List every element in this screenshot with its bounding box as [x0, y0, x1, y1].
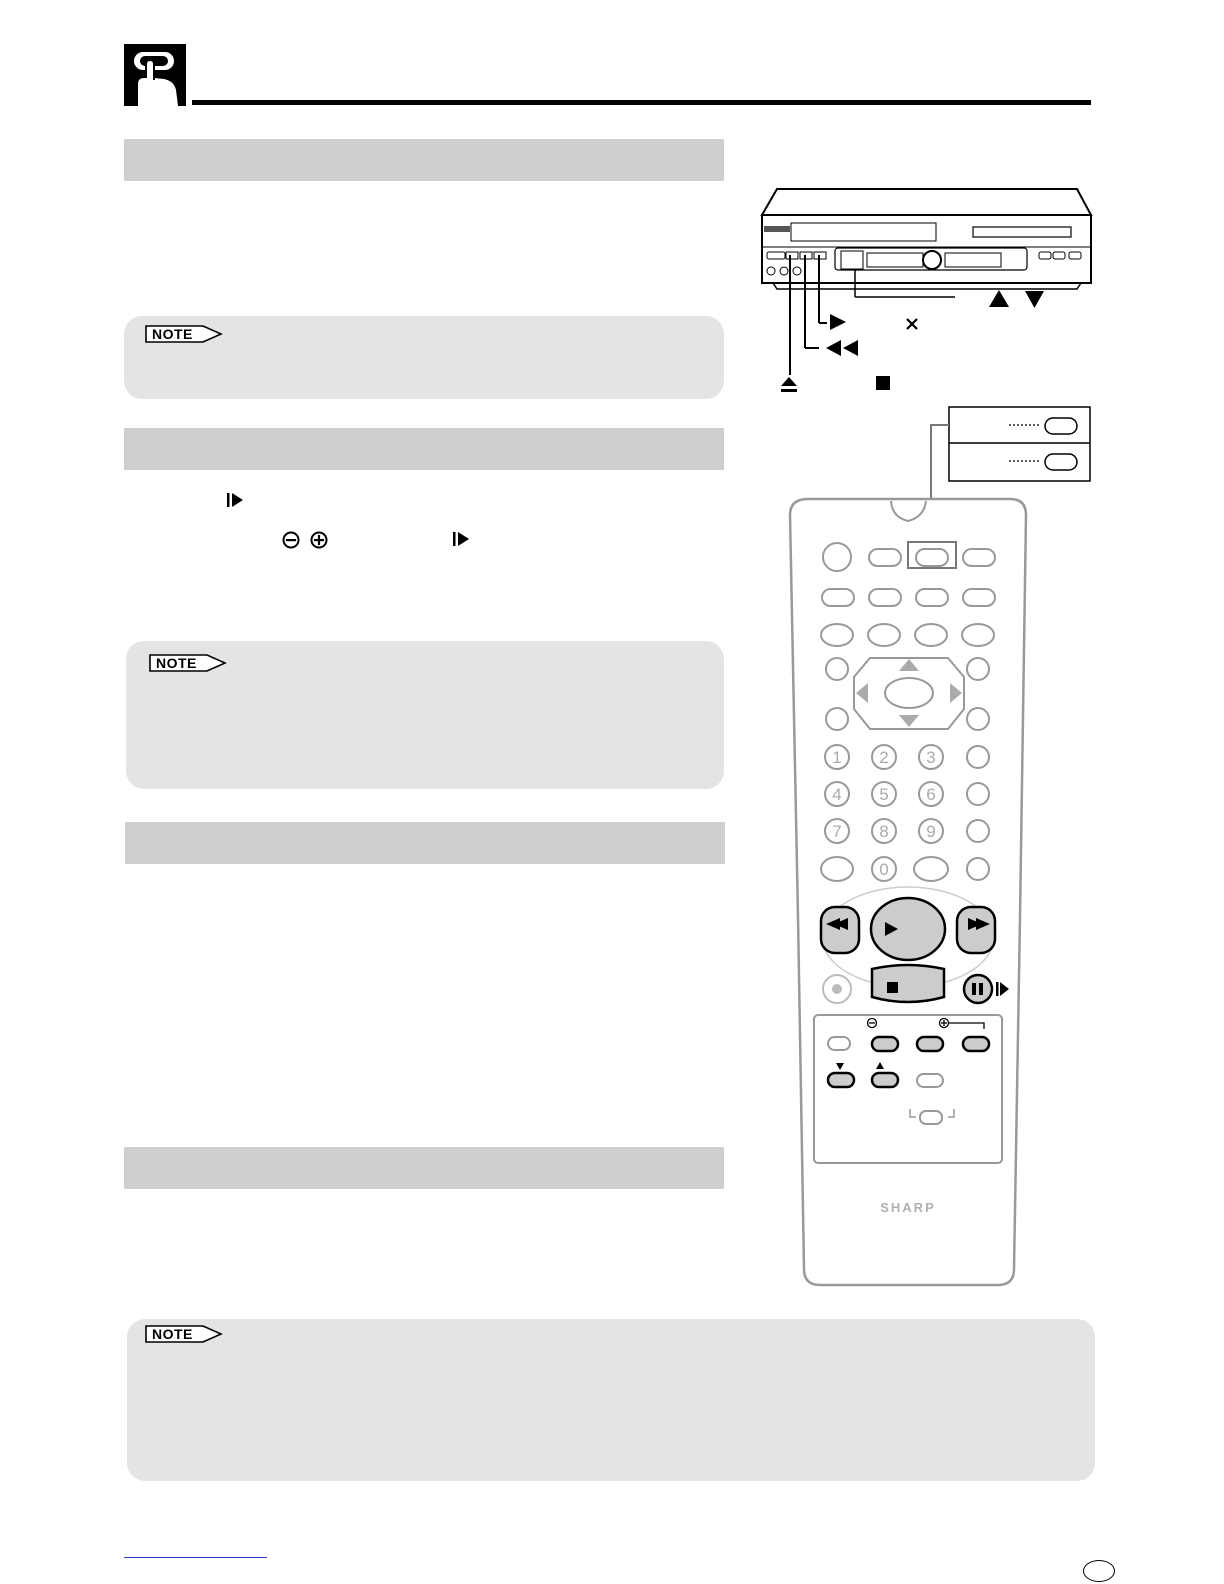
slow-play-icon-2 — [452, 531, 470, 547]
slow-play-icon — [226, 492, 244, 508]
header-rule — [192, 100, 1091, 105]
section-bar-4 — [124, 1147, 724, 1189]
section-bar-2 — [124, 428, 724, 470]
remote-control-illustration — [788, 497, 1030, 1289]
key-1: 1 — [832, 748, 842, 767]
eject-icon — [780, 376, 798, 394]
up-down-arrows-icon — [988, 289, 1046, 309]
note-box-2 — [126, 641, 724, 789]
hand-pointing-icon — [124, 44, 186, 106]
play-triangle-icon — [828, 313, 848, 331]
section-bar-3 — [125, 822, 725, 864]
key-9: 9 — [926, 822, 936, 841]
key-3: 3 — [926, 748, 936, 767]
remote-brand-label: SHARP — [880, 1200, 936, 1215]
key-8: 8 — [879, 822, 889, 841]
section-bar-1 — [124, 139, 724, 181]
times-icon — [904, 316, 920, 332]
key-0: 0 — [879, 860, 889, 879]
note-box-1 — [124, 316, 724, 399]
rewind-icon — [824, 339, 860, 357]
key-7: 7 — [832, 822, 842, 841]
stop-square-icon — [875, 375, 891, 391]
note-label: NOTE — [152, 1326, 193, 1342]
minus-plus-icon — [282, 531, 330, 549]
key-2: 2 — [879, 748, 889, 767]
key-6: 6 — [926, 785, 936, 804]
footer-link-underline[interactable] — [124, 1557, 267, 1558]
page-number-oval — [1083, 1560, 1115, 1582]
note-box-3 — [127, 1319, 1095, 1481]
vcr-front-panel-illustration — [755, 185, 1100, 400]
note-label: NOTE — [156, 655, 197, 671]
key-5: 5 — [879, 785, 889, 804]
note-label: NOTE — [152, 326, 193, 342]
key-4: 4 — [832, 785, 842, 804]
